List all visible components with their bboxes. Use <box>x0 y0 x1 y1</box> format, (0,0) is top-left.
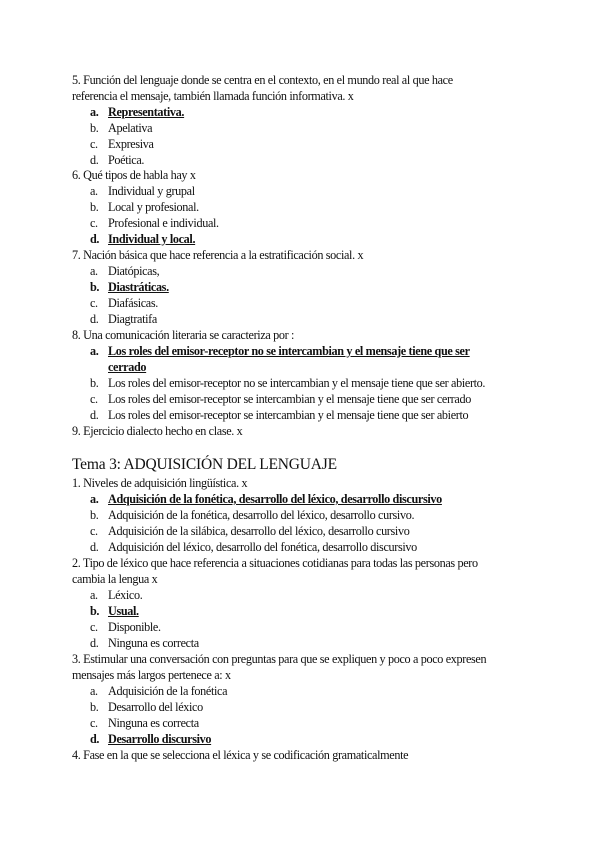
option-label: b. <box>90 121 99 135</box>
option-label: c. <box>90 296 98 310</box>
option-label: a. <box>90 105 99 119</box>
option-text: Profesional e individual. <box>108 216 219 230</box>
option-text: Los roles del emisor-receptor no se intercambian y el mensaje tiene que ser abierto. <box>108 376 486 390</box>
tema3-question-2-text: 2. Tipo de léxico que hace referencia a situaciones cotidianas para todas las personas pero <box>72 556 478 570</box>
option-label: a. <box>90 344 99 358</box>
option-text: Desarrollo del léxico <box>108 700 203 714</box>
option-label: b. <box>90 200 99 214</box>
option-text: Desarrollo discursivo <box>108 732 212 746</box>
option-label: d. <box>90 312 99 326</box>
option-text: Adquisición de la fonética, desarrollo del léxico, desarrollo cursivo. <box>108 508 415 522</box>
option-text: Ninguna es correcta <box>108 716 199 730</box>
option-text: Los roles del emisor-receptor se intercambian y el mensaje tiene que ser cerrado <box>108 392 471 406</box>
option-label: a. <box>90 684 98 698</box>
option-label: d. <box>90 636 99 650</box>
tema3-question-4-text: 4. Fase en la que se selecciona el léxica y se codificación gramaticalmente <box>72 748 409 762</box>
option-text: Individual y grupal <box>108 184 195 198</box>
option-label: c. <box>90 216 98 230</box>
question-5-text-cont: referencia el mensaje, también llamada función informativa. x <box>72 89 354 103</box>
option-text: Ninguna es correcta <box>108 636 199 650</box>
option-text: Adquisición de la silábica, desarrollo del léxico, desarrollo cursivo <box>108 524 410 538</box>
option-text: Expresiva <box>108 137 154 151</box>
question-5-text: 5. Función del lenguaje donde se centra en el contexto, en el mundo real al que hace <box>72 73 453 87</box>
option-label: a. <box>90 492 99 506</box>
section-heading: Tema 3: ADQUISICIÓN DEL LENGUAJE <box>72 456 337 473</box>
option-label: c. <box>90 392 98 406</box>
option-label: d. <box>90 232 100 246</box>
option-label: b. <box>90 280 100 294</box>
option-text: Disponible. <box>108 620 161 634</box>
option-text: Poética. <box>108 153 145 167</box>
option-text: Individual y local. <box>108 232 196 246</box>
tema3-question-3-text: 3. Estimular una conversación con preguntas para que se expliquen y poco a poco expresen <box>72 652 487 666</box>
option-label: c. <box>90 620 98 634</box>
option-text: Diafásicas. <box>108 296 158 310</box>
option-text: Adquisición de la fonética, desarrollo del léxico, desarrollo discursivo <box>108 492 442 506</box>
option-label: b. <box>90 604 100 618</box>
tema3-question-2-text-cont: cambia la lengua x <box>72 572 158 586</box>
option-text: Léxico. <box>108 588 143 602</box>
option-text: Adquisición del léxico, desarrollo del fonética, desarrollo discursivo <box>108 540 417 554</box>
option-label: a. <box>90 264 98 278</box>
option-text: Diatópicas, <box>108 264 160 278</box>
option-label: d. <box>90 153 99 167</box>
option-text: Los roles del emisor-receptor no se intercambian y el mensaje tiene que ser <box>108 344 470 358</box>
question-7-text: 7. Nación básica que hace referencia a la estratificación social. x <box>72 248 364 262</box>
option-text: Adquisición de la fonética <box>108 684 228 698</box>
option-label: c. <box>90 137 98 151</box>
option-label: d. <box>90 540 99 554</box>
option-text: Los roles del emisor-receptor se intercambian y el mensaje tiene que ser abierto <box>108 408 469 422</box>
option-label: d. <box>90 408 99 422</box>
option-text: Local y profesional. <box>108 200 199 214</box>
question-8-text: 8. Una comunicación literaria se caracteriza por : <box>72 328 295 342</box>
option-text-cont: cerrado <box>108 360 147 374</box>
option-text: Representativa. <box>108 105 185 119</box>
question-6-text: 6. Qué tipos de habla hay x <box>72 168 196 182</box>
question-9-text: 9. Ejercicio dialecto hecho en clase. x <box>72 424 243 438</box>
option-label: a. <box>90 184 98 198</box>
option-label: b. <box>90 376 99 390</box>
option-label: a. <box>90 588 98 602</box>
option-label: d. <box>90 732 100 746</box>
option-label: b. <box>90 508 99 522</box>
option-label: c. <box>90 524 98 538</box>
tema3-question-1-text: 1. Niveles de adquisición lingüística. x <box>72 476 248 490</box>
option-label: b. <box>90 700 99 714</box>
option-text: Apelativa <box>108 121 153 135</box>
option-text: Diastráticas. <box>108 280 169 294</box>
option-text: Usual. <box>108 604 139 618</box>
option-label: c. <box>90 716 98 730</box>
tema3-question-3-text-cont: mensajes más largos pertenece a: x <box>72 668 231 682</box>
option-text: Diagtratifa <box>108 312 157 326</box>
